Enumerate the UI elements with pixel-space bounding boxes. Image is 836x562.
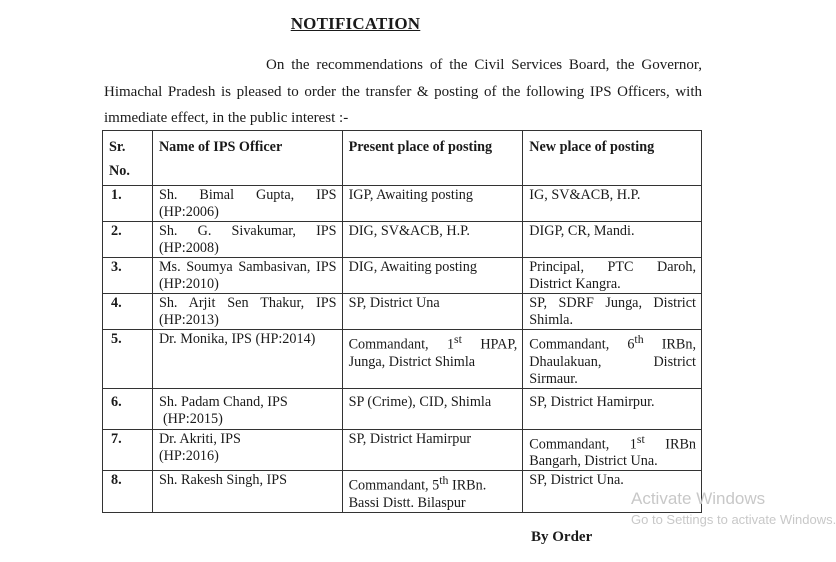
watermark-line-2: Go to Settings to activate Windows. [631,512,836,527]
row-present-posting: IGP, Awaiting posting [342,186,523,222]
officer-name-text: Dr. Akriti, IPS [158,430,241,447]
officer-batch-text: (HP:2015) [162,410,223,427]
row-new-posting: IG, SV&ACB, H.P. [523,186,702,222]
table-row [103,294,702,330]
row-present-posting: SP, District Hamirpur [342,429,523,471]
row-officer-name: Ms. Soumya Sambasivan, IPS (HP:2010) [152,258,342,294]
row-present-posting: DIG, Awaiting posting [342,258,523,294]
present-text-a: Commandant, 5 [348,478,440,495]
row-new-posting [523,330,702,389]
table-row [103,388,702,429]
table-row [103,186,702,222]
officer-name-text: Sh. Padam Chand, IPS [158,393,288,410]
row-present-posting: SP (Crime), CID, Shimla [342,388,523,429]
table-header-row [103,131,702,186]
ordinal-suffix: th [439,473,449,488]
table-row [103,429,702,471]
new-text-b: IRBn, Dhaulakuan, District Sirmaur. [529,336,696,387]
ordinal-suffix: st [636,431,645,446]
table-row [103,330,702,389]
present-text-b: HPAP, Junga, District Shimla [348,336,518,370]
row-new-posting [523,429,702,471]
row-present-posting: DIG, SV&ACB, H.P. [342,222,523,258]
table-row [103,471,702,513]
row-present-posting [342,330,523,389]
present-text-b: IRBn. Bassi Distt. Bilaspur [348,478,487,512]
row-sr: 4. [103,294,153,330]
row-new-posting: Principal, PTC Daroh, District Kangra. [523,258,702,294]
header-sr-no: Sr. No. [103,131,153,186]
transfer-table [102,130,702,513]
row-sr: 1. [103,186,153,222]
row-officer-name: Sh. Rakesh Singh, IPS [152,471,342,513]
header-new-posting: New place of posting [523,131,702,186]
row-present-posting [342,471,523,513]
row-new-posting: DIGP, CR, Mandi. [523,222,702,258]
row-sr: 7. [103,429,153,471]
new-text-a: Commandant, 1 [529,436,637,453]
header-present-posting: Present place of posting [342,131,523,186]
row-present-posting: SP, District Una [342,294,523,330]
row-officer-name [152,388,342,429]
row-new-posting: SP, SDRF Junga, District Shimla. [523,294,702,330]
row-sr: 3. [103,258,153,294]
row-sr: 5. [103,330,153,389]
row-sr: 8. [103,471,153,513]
row-officer-name: Sh. G. Sivakumar, IPS (HP:2008) [152,222,342,258]
intro-paragraph: On the recommendations of the Civil Services Board, the Governor, Himachal Pradesh is pleased to order the transfer & posting of the following IPS Officers, with immediate effect, in the public interest :- [104,57,702,126]
ordinal-suffix: st [454,332,462,346]
officer-batch-text: (HP:2016) [158,447,219,464]
row-sr: 2. [103,222,153,258]
table-row [103,258,702,294]
activation-watermark [631,489,836,527]
table-row [103,222,702,258]
row-officer-name: Sh. Arjit Sen Thakur, IPS (HP:2013) [152,294,342,330]
row-officer-name: Dr. Monika, IPS (HP:2014) [152,330,342,389]
by-order-signature: By Order [531,529,593,545]
row-new-posting: SP, District Una. [523,471,702,513]
row-officer-name [152,429,342,471]
ordinal-suffix: th [634,332,644,346]
row-sr: 6. [103,388,153,429]
new-text-a: Commandant, 6 [529,336,635,353]
watermark-line-1: Activate Windows [631,489,766,508]
row-officer-name: Sh. Bimal Gupta, IPS (HP:2006) [152,186,342,222]
present-text-a: Commandant, 1 [348,336,455,353]
row-new-posting: SP, District Hamirpur. [523,388,702,429]
notification-title: NOTIFICATION [290,14,421,33]
new-text-b: IRBn Bangarh, District Una. [529,436,696,470]
header-officer-name: Name of IPS Officer [152,131,342,186]
